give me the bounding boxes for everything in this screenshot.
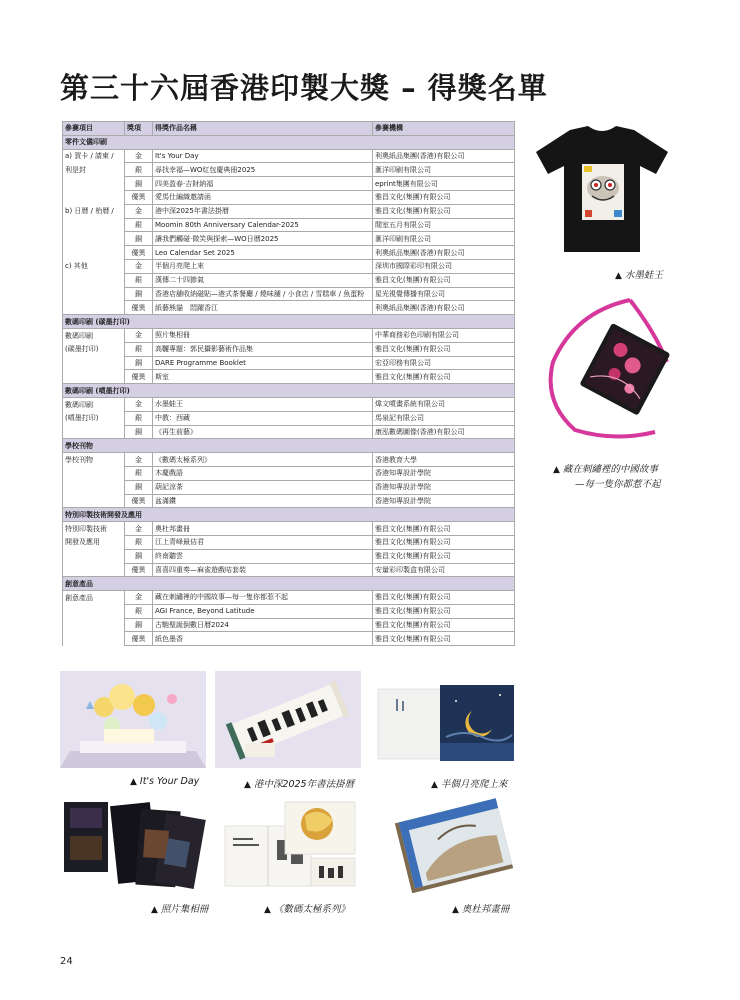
category-cell: (噴墨打印) <box>63 411 125 425</box>
org-cell: 滙洋印刷有限公司 <box>373 232 515 246</box>
work-cell: 水墨蛙王 <box>153 397 373 411</box>
section-row <box>63 135 515 149</box>
triangle-icon: ▲ <box>553 465 560 475</box>
header-work: 得獎作品名稱 <box>153 122 373 136</box>
work-cell: 木慶戲語 <box>153 466 373 480</box>
category-cell: 創意產品 <box>63 591 125 605</box>
award-cell: 金 <box>125 204 153 218</box>
category-cell <box>63 480 125 494</box>
award-cell: 銅 <box>125 287 153 301</box>
org-cell: 康泓數碼圖像(香港)有限公司 <box>373 425 515 439</box>
caption-photobook <box>151 901 208 915</box>
award-cell: 優異 <box>125 190 153 204</box>
category-cell: b) 日曆 / 枱曆 / <box>63 204 125 218</box>
award-cell: 銅 <box>125 232 153 246</box>
category-cell <box>63 549 125 563</box>
photo-album-photo <box>60 796 206 893</box>
work-cell: 江上青峰最佶君 <box>153 535 373 549</box>
org-cell: 雅昌文化(集團)有限公司 <box>373 618 515 632</box>
award-cell: 金 <box>125 328 153 342</box>
table-row <box>63 356 515 370</box>
work-cell: 四美盈春‧吉財納福 <box>153 177 373 191</box>
category-cell <box>63 618 125 632</box>
category-cell <box>63 425 125 439</box>
work-cell: 香港店舖收納磁貼—港式茶餐廳 / 燒味舖 / 小食店 / 雪糕車 / 魚蛋粉 <box>153 287 373 301</box>
org-cell: 雅昌文化(集團)有限公司 <box>373 204 515 218</box>
triangle-icon: ▲ <box>244 780 251 790</box>
work-cell: AGI France, Beyond Latitude <box>153 604 373 618</box>
org-cell: 滙洋印刷有限公司 <box>373 163 515 177</box>
work-cell: 紙色墨香 <box>153 632 373 646</box>
award-cell: 銅 <box>125 549 153 563</box>
award-cell: 銀 <box>125 273 153 287</box>
table-row <box>63 287 515 301</box>
table-row <box>63 425 515 439</box>
category-cell: 利是封 <box>63 163 125 177</box>
table-row <box>63 494 515 508</box>
work-cell: 喜喜四重奏—麻雀遊戲咭套裝 <box>153 563 373 577</box>
category-cell <box>63 370 125 384</box>
audubon-book-photo <box>380 796 526 893</box>
award-cell: 銀 <box>125 342 153 356</box>
work-cell: 藏在刺繡裡的中國故事—每一隻你都惹不起 <box>153 591 373 605</box>
table-row <box>63 453 515 467</box>
category-cell <box>63 604 125 618</box>
org-cell: 雅昌文化(集團)有限公司 <box>373 273 515 287</box>
work-cell: 中教：西藏 <box>153 411 373 425</box>
award-cell: 金 <box>125 397 153 411</box>
org-cell: 宏亞印務有限公司 <box>373 356 515 370</box>
caption-card <box>130 776 199 787</box>
table-row <box>63 218 515 232</box>
work-cell: 愛馬仕編織邀請函 <box>153 190 373 204</box>
org-cell: 雅昌文化(集團)有限公司 <box>373 342 515 356</box>
caption-card-text: It's Your Day <box>139 776 200 787</box>
award-cell: 銅 <box>125 425 153 439</box>
award-cell: 優異 <box>125 494 153 508</box>
digital-taiji-booklet-photo <box>215 796 361 893</box>
table-row <box>63 273 515 287</box>
org-cell: 雅昌文化(集團)有限公司 <box>373 522 515 536</box>
org-cell: 閒室五月有限公司 <box>373 218 515 232</box>
tshirt-photo <box>530 122 675 257</box>
caption-tshirt-text: 水墨蛙王 <box>624 270 663 281</box>
caption-taiji <box>264 901 350 915</box>
table-row <box>63 163 515 177</box>
category-cell <box>63 246 125 260</box>
header-category: 參賽項目 <box>63 122 125 136</box>
award-cell: 銀 <box>125 466 153 480</box>
category-cell <box>63 632 125 646</box>
embroidered-bag-photo <box>535 292 685 450</box>
section-title: 特別印製技術開發及應用 <box>63 508 515 522</box>
org-cell: 雅昌文化(集團)有限公司 <box>373 591 515 605</box>
category-cell: 學校刊物 <box>63 453 125 467</box>
org-cell: eprint集團有限公司 <box>373 177 515 191</box>
section-title: 學校刊物 <box>63 439 515 453</box>
award-cell: 優異 <box>125 246 153 260</box>
award-cell: 金 <box>125 522 153 536</box>
work-cell: 尋找幸福—WO紅包慶典冊2025 <box>153 163 373 177</box>
table-row <box>63 466 515 480</box>
table-row <box>63 190 515 204</box>
work-cell: 漢傳二十四節氣 <box>153 273 373 287</box>
caption-taiji-text: 《數碼太極系列》 <box>273 904 350 915</box>
category-cell: 特別印製技術 <box>63 522 125 536</box>
org-cell: 雅昌文化(集團)有限公司 <box>373 604 515 618</box>
category-cell: a) 賀卡 / 請柬 / <box>63 149 125 163</box>
work-cell: 古馳聖誕倒數日曆2024 <box>153 618 373 632</box>
table-row <box>63 522 515 536</box>
section-title: 零件文儀印刷 <box>63 135 515 149</box>
section-title: 數碼印刷 (碳墨打印) <box>63 315 515 329</box>
work-cell: 照片集相冊 <box>153 328 373 342</box>
award-cell: 銀 <box>125 411 153 425</box>
page-title: 第三十六屆香港印製大獎 – 得獎名單 <box>60 71 548 105</box>
org-cell: 香港教育大學 <box>373 453 515 467</box>
work-cell: 《數碼太極系列》 <box>153 453 373 467</box>
caption-bag-line2: —每一隻你都惹不起 <box>575 479 661 490</box>
section-title: 創意產品 <box>63 577 515 591</box>
category-cell <box>63 177 125 191</box>
award-cell: 金 <box>125 149 153 163</box>
award-cell: 銅 <box>125 480 153 494</box>
work-cell: 奧杜邦畫冊 <box>153 522 373 536</box>
award-cell: 優異 <box>125 370 153 384</box>
award-cell: 銅 <box>125 356 153 370</box>
triangle-icon: ▲ <box>452 905 459 915</box>
org-cell: 香港知專設計學院 <box>373 466 515 480</box>
work-cell: Moomin 80th Anniversary Calendar-2025 <box>153 218 373 232</box>
award-cell: 銀 <box>125 163 153 177</box>
award-cell: 優異 <box>125 563 153 577</box>
org-cell: 雅昌文化(集團)有限公司 <box>373 549 515 563</box>
award-cell: 銀 <box>125 535 153 549</box>
work-cell: 終南聽雲 <box>153 549 373 563</box>
work-cell: Leo Calendar Set 2025 <box>153 246 373 260</box>
table-row <box>63 232 515 246</box>
table-row <box>63 397 515 411</box>
award-cell: 優異 <box>125 301 153 315</box>
org-cell: 利奧紙品集團(香港)有限公司 <box>373 149 515 163</box>
table-row <box>63 149 515 163</box>
org-cell: 馬泉記有限公司 <box>373 411 515 425</box>
table-row <box>63 604 515 618</box>
table-row <box>63 480 515 494</box>
caption-moon-text: 半個月亮爬上來 <box>440 779 508 790</box>
award-cell: 金 <box>125 591 153 605</box>
org-cell: 星光視覺傳播有限公司 <box>373 287 515 301</box>
category-cell <box>63 563 125 577</box>
org-cell: 安量彩印製盒有限公司 <box>373 563 515 577</box>
org-cell: 深圳市國際彩印有限公司 <box>373 259 515 273</box>
caption-moon <box>431 776 507 790</box>
caption-tshirt <box>615 267 663 281</box>
caption-photobook-text: 照片集相冊 <box>160 904 209 915</box>
award-cell: 金 <box>125 259 153 273</box>
header-award: 獎項 <box>125 122 153 136</box>
half-moon-book-photo <box>372 671 518 768</box>
work-cell: 讓我們觸碰‧微笑與探索—WO日曆2025 <box>153 232 373 246</box>
work-cell: 半個月亮爬上來 <box>153 259 373 273</box>
section-row <box>63 577 515 591</box>
table-row <box>63 204 515 218</box>
triangle-icon: ▲ <box>264 905 271 915</box>
table-row <box>63 618 515 632</box>
work-cell: 高韆專題：郭民攝影藝術作品集 <box>153 342 373 356</box>
page-number: 24 <box>60 956 73 967</box>
work-cell: 港中深2025年書法掛曆 <box>153 204 373 218</box>
triangle-icon: ▲ <box>130 777 137 787</box>
work-cell: 《再生前藝》 <box>153 425 373 439</box>
org-cell: 香港知專設計學院 <box>373 480 515 494</box>
org-cell: 雅昌文化(集團)有限公司 <box>373 535 515 549</box>
section-row <box>63 439 515 453</box>
category-cell: 開發及應用 <box>63 535 125 549</box>
section-title: 數碼印刷 (噴墨打印) <box>63 384 515 398</box>
table-row <box>63 328 515 342</box>
work-cell: It's Your Day <box>153 149 373 163</box>
category-cell: 數碼印刷 <box>63 328 125 342</box>
triangle-icon: ▲ <box>431 780 438 790</box>
category-cell <box>63 466 125 480</box>
category-cell <box>63 218 125 232</box>
caption-scroll-text: 港中深2025年書法掛曆 <box>253 779 355 790</box>
table-row <box>63 301 515 315</box>
caption-audubon <box>452 901 509 915</box>
table-row <box>63 259 515 273</box>
table-row <box>63 549 515 563</box>
category-cell <box>63 273 125 287</box>
section-row <box>63 508 515 522</box>
org-cell: 雅昌文化(集團)有限公司 <box>373 190 515 204</box>
category-cell <box>63 301 125 315</box>
section-row <box>63 384 515 398</box>
category-cell <box>63 190 125 204</box>
table-row <box>63 342 515 356</box>
org-cell: 香港知專設計學院 <box>373 494 515 508</box>
org-cell: 利奧紙品集團(香港)有限公司 <box>373 246 515 260</box>
table-row <box>63 177 515 191</box>
category-cell: c) 其他 <box>63 259 125 273</box>
award-cell: 銀 <box>125 604 153 618</box>
org-cell: 煒文噴畫系統有限公司 <box>373 397 515 411</box>
awards-table <box>62 121 515 646</box>
category-cell: 數碼印刷 <box>63 397 125 411</box>
category-cell <box>63 232 125 246</box>
caption-bag-line1 <box>553 461 658 475</box>
award-cell: 金 <box>125 453 153 467</box>
pop-up-card-photo <box>60 671 206 768</box>
caption-scroll <box>244 776 354 790</box>
section-row <box>63 315 515 329</box>
table-row <box>63 632 515 646</box>
org-cell: 中華商務彩色印刷有限公司 <box>373 328 515 342</box>
header-org: 參賽機構 <box>373 122 515 136</box>
table-row <box>63 246 515 260</box>
table-row <box>63 535 515 549</box>
work-cell: DARE Programme Booklet <box>153 356 373 370</box>
table-row <box>63 591 515 605</box>
category-cell <box>63 287 125 301</box>
awards-table-body <box>63 135 515 645</box>
caption-audubon-text: 奧杜邦畫冊 <box>461 904 510 915</box>
calligraphy-scroll-photo <box>215 671 361 768</box>
work-cell: 盆滿鑽 <box>153 494 373 508</box>
work-cell: 紙藝熊貓 悶躍香江 <box>153 301 373 315</box>
award-cell: 優異 <box>125 632 153 646</box>
table-row <box>63 411 515 425</box>
table-header-row <box>63 122 515 136</box>
table-row <box>63 370 515 384</box>
org-cell: 雅昌文化(集團)有限公司 <box>373 632 515 646</box>
triangle-icon: ▲ <box>615 271 622 281</box>
work-cell: 葫記涼茶 <box>153 480 373 494</box>
caption-bag-text1: 藏在刺繡裡的中國故事 <box>562 464 658 475</box>
award-cell: 銀 <box>125 218 153 232</box>
org-cell: 雅昌文化(集團)有限公司 <box>373 370 515 384</box>
award-cell: 銅 <box>125 618 153 632</box>
category-cell <box>63 494 125 508</box>
triangle-icon: ▲ <box>151 905 158 915</box>
table-row <box>63 563 515 577</box>
award-cell: 銅 <box>125 177 153 191</box>
category-cell: (碳墨打印) <box>63 342 125 356</box>
work-cell: 斯室 <box>153 370 373 384</box>
org-cell: 利奧紙品集團(香港)有限公司 <box>373 301 515 315</box>
category-cell <box>63 356 125 370</box>
